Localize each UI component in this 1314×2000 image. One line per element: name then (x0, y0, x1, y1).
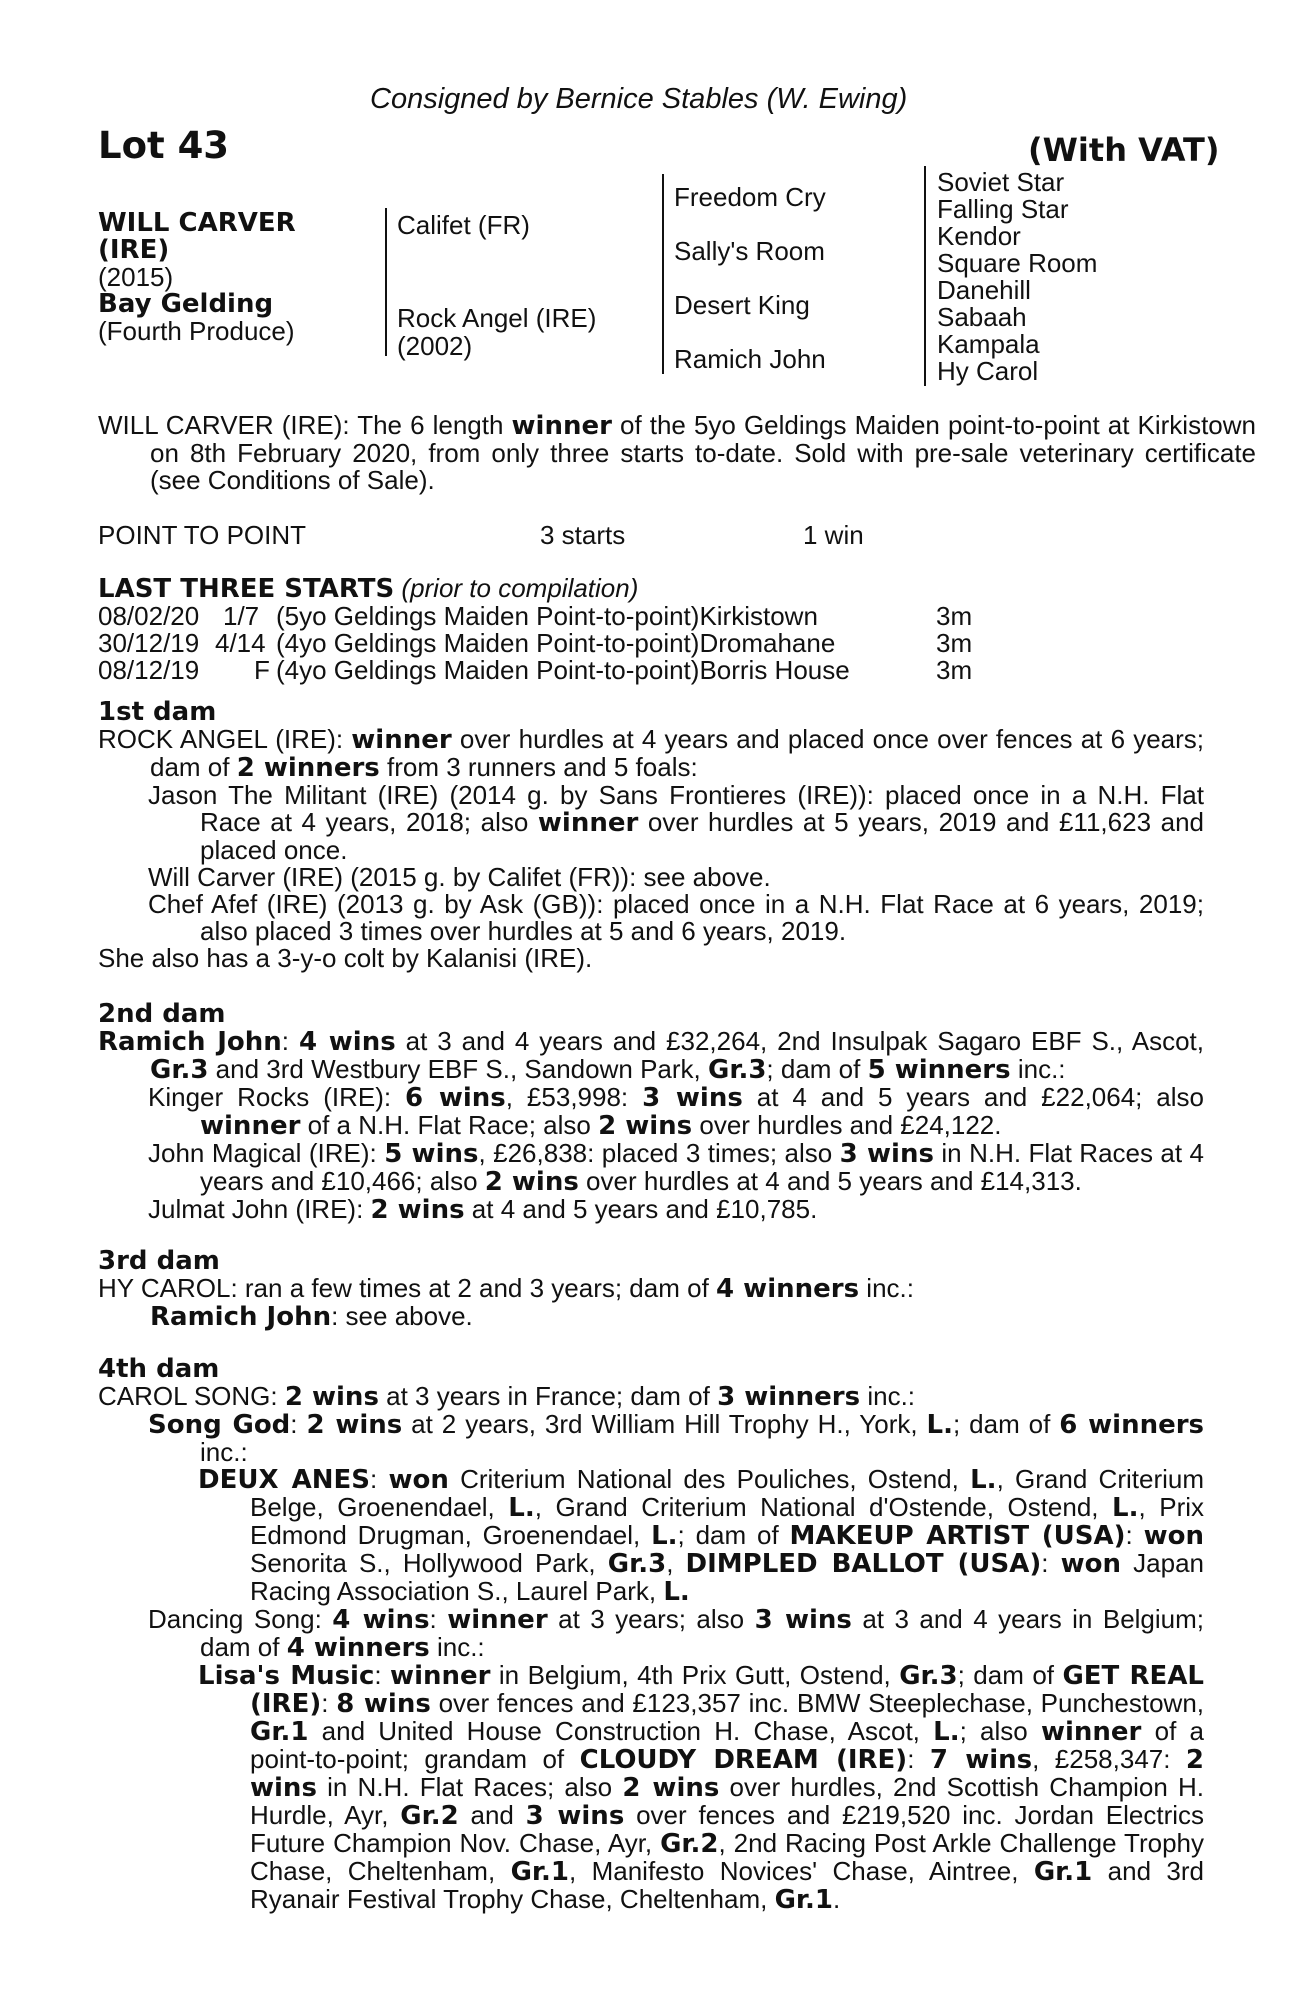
third-dam-foal-1: Ramich John: see above. (150, 1301, 473, 1332)
pedigree-gp-3: Desert King (674, 290, 810, 320)
ptp-wins: 1 win (803, 520, 864, 550)
third-dam-summary: HY CAROL: ran a few times at 2 and 3 years; dam of 4 winners inc.: (98, 1273, 914, 1304)
pedigree-ggp-2: Falling Star (937, 194, 1069, 224)
fourth-dam-section (98, 1383, 1204, 1914)
ptp-label: POINT TO POINT (98, 520, 307, 550)
horse-info (98, 210, 296, 345)
pedigree-ggp-5: Danehill (937, 275, 1031, 305)
last-starts-heading: LAST THREE STARTS (prior to compilation) (98, 573, 639, 604)
fourth-dam-heading: 4th dam (98, 1354, 220, 1384)
race-row: 30/12/19 4/14 (4yo Geldings Maiden Point-to-point)Dromahane 3m (98, 628, 973, 658)
pedigree-gp-4: Ramich John (674, 344, 826, 374)
pedigree-bar-1 (385, 208, 387, 356)
pedigree-ggp-6: Sabaah (937, 302, 1027, 332)
pedigree-ggp-3: Kendor (937, 221, 1021, 251)
pedigree-ggp-7: Kampala (937, 329, 1040, 359)
vat-note: (With VAT) (1028, 131, 1220, 169)
pedigree-ggp-list (937, 169, 1097, 385)
pedigree-ggp-4: Square Room (937, 248, 1098, 278)
pedigree-sire: Califet (FR) (397, 210, 530, 240)
pedigree-gp-2: Sally's Room (674, 236, 825, 266)
fourth-dam-summary: CAROL SONG: 2 wins at 3 years in France; dam of 3 winners inc.: (98, 1381, 916, 1412)
pedigree-gp-1: Freedom Cry (674, 182, 826, 212)
first-dam-summary: ROCK ANGEL (IRE): winner over hurdles at 4 years and placed once over fences at 6 years; dam of 2 winners from 3 runners and 5 foals: (98, 724, 1204, 783)
horse-year: (2015) (98, 262, 174, 292)
horse-name: WILL CARVER (98, 208, 296, 238)
fourth-dam-grandfoal-2: Lisa's Music: winner in Belgium, 4th Prix Gutt, Ostend, Gr.3; dam of GET REAL (IRE): 8 wins over fences and £123,357 inc. BMW Steeplechase, Punchestown, Gr.1 and United House Construction H. Chase, Ascot, L.; also winner of a point-to-point; grandam of CLOUDY DREAM (IRE): 7 wins, £258,347: 2 wins in N.H. Flat Races; also 2 wins over hurdles, 2nd Scottish Champion H. Hurdle, Ayr, Gr.2 and 3 wins over fences and £219,520 inc. Jordan Electrics Future Champion Nov. Chase, Ayr, Gr.2, 2nd Racing Post Arkle Challenge Trophy Chase, Cheltenham, Gr.1, Manifesto Novices' Chase, Aintree, Gr.1 and 3rd Ryanair Festival Trophy Chase, Cheltenham, Gr.1. (198, 1660, 1205, 1915)
third-dam-section (98, 1275, 1204, 1331)
fourth-dam-grandfoal-1: DEUX ANES: won Criterium National des Pouliches, Ostend, L., Grand Criterium Belge, Groenendael, L., Grand Criterium National d'Ostende, Ostend, L., Prix Edmond Drugman, Groenendael, L.; dam of MAKEUP ARTIST (USA): won Senorita S., Hollywood Park, Gr.3, DIMPLED BALLOT (USA): won Japan Racing Association S., Laurel Park, L. (198, 1464, 1205, 1607)
horse-country: (IRE) (98, 235, 170, 265)
second-dam-foal-1: Kinger Rocks (IRE): 6 wins, £53,998: 3 wins at 4 and 5 years and £22,064; also winner of a N.H. Flat Race; also 2 wins over hurdles and £24,122. (148, 1082, 1205, 1141)
lot-number: Lot 43 (98, 124, 230, 167)
fourth-dam-foal-2: Dancing Song: 4 wins: winner at 3 years; also 3 wins at 3 and 4 years in Belgium; dam of 4 winners inc.: (148, 1604, 1205, 1663)
first-dam-foal-3: Chef Afef (IRE) (2013 g. by Ask (GB)): placed once in a N.H. Flat Race at 6 years, 2019; also placed 3 times over hurdles at 5 and 6 years, 2019. (148, 889, 1204, 946)
first-dam-section (98, 726, 1204, 972)
fourth-dam-foal-1: Song God: 2 wins at 2 years, 3rd William Hill Trophy H., York, L.; dam of 6 winners inc.: (148, 1409, 1205, 1467)
second-dam-foal-3: Julmat John (IRE): 2 wins at 4 and 5 years and £10,785. (148, 1194, 818, 1225)
second-dam-heading: 2nd dam (98, 999, 226, 1029)
pedigree-dam-year: (2002) (397, 331, 473, 361)
first-dam-foal-2: Will Carver (IRE) (2015 g. by Califet (FR)): see above. (148, 862, 771, 892)
pedigree-dam: Rock Angel (IRE) (397, 303, 597, 333)
second-dam-section (98, 1028, 1204, 1224)
horse-sex: Bay Gelding (98, 289, 274, 319)
intro-paragraph: WILL CARVER (IRE): The 6 length winner of the 5yo Geldings Maiden point-to-point at Kirkistown on 8th February 2020, from only three starts to-date. Sold with pre-sale veterinary certificate (see Conditions of Sale). (98, 410, 1257, 495)
race-row: 08/12/19 F (4yo Geldings Maiden Point-to-point)Borris House 3m (98, 655, 973, 685)
pedigree-ggp-8: Hy Carol (937, 356, 1039, 386)
first-dam-foal-1: Jason The Militant (IRE) (2014 g. by Sans Frontieres (IRE)): placed once in a N.H. Flat Race at 4 years, 2018; also winner over hurdles at 5 years, 2019 and £11,623 and placed once. (148, 780, 1204, 865)
pedigree-ggp-1: Soviet Star (937, 167, 1065, 197)
first-dam-note: She also has a 3-y-o colt by Kalanisi (IRE). (98, 943, 593, 973)
ptp-starts: 3 starts (540, 520, 626, 550)
first-dam-heading: 1st dam (98, 697, 217, 727)
race-row: 08/02/20 1/7 (5yo Geldings Maiden Point-to-point)Kirkistown 3m (98, 601, 973, 631)
second-dam-foal-2: John Magical (IRE): 5 wins, £26,838: placed 3 times; also 3 wins in N.H. Flat Races at 4 years and £10,466; also 2 wins over hurdles at 4 and 5 years and £14,313. (148, 1138, 1205, 1197)
pedigree-bar-3 (924, 166, 926, 386)
pedigree-bar-2 (662, 174, 664, 374)
horse-produce: (Fourth Produce) (98, 316, 295, 346)
consignor: Consigned by Bernice Stables (W. Ewing) (370, 83, 908, 115)
second-dam-summary: Ramich John: 4 wins at 3 and 4 years and £32,264, 2nd Insulpak Sagaro EBF S., Ascot, Gr.3 and 3rd Westbury EBF S., Sandown Park, Gr.3; dam of 5 winners inc.: (98, 1026, 1204, 1085)
third-dam-heading: 3rd dam (98, 1246, 220, 1276)
